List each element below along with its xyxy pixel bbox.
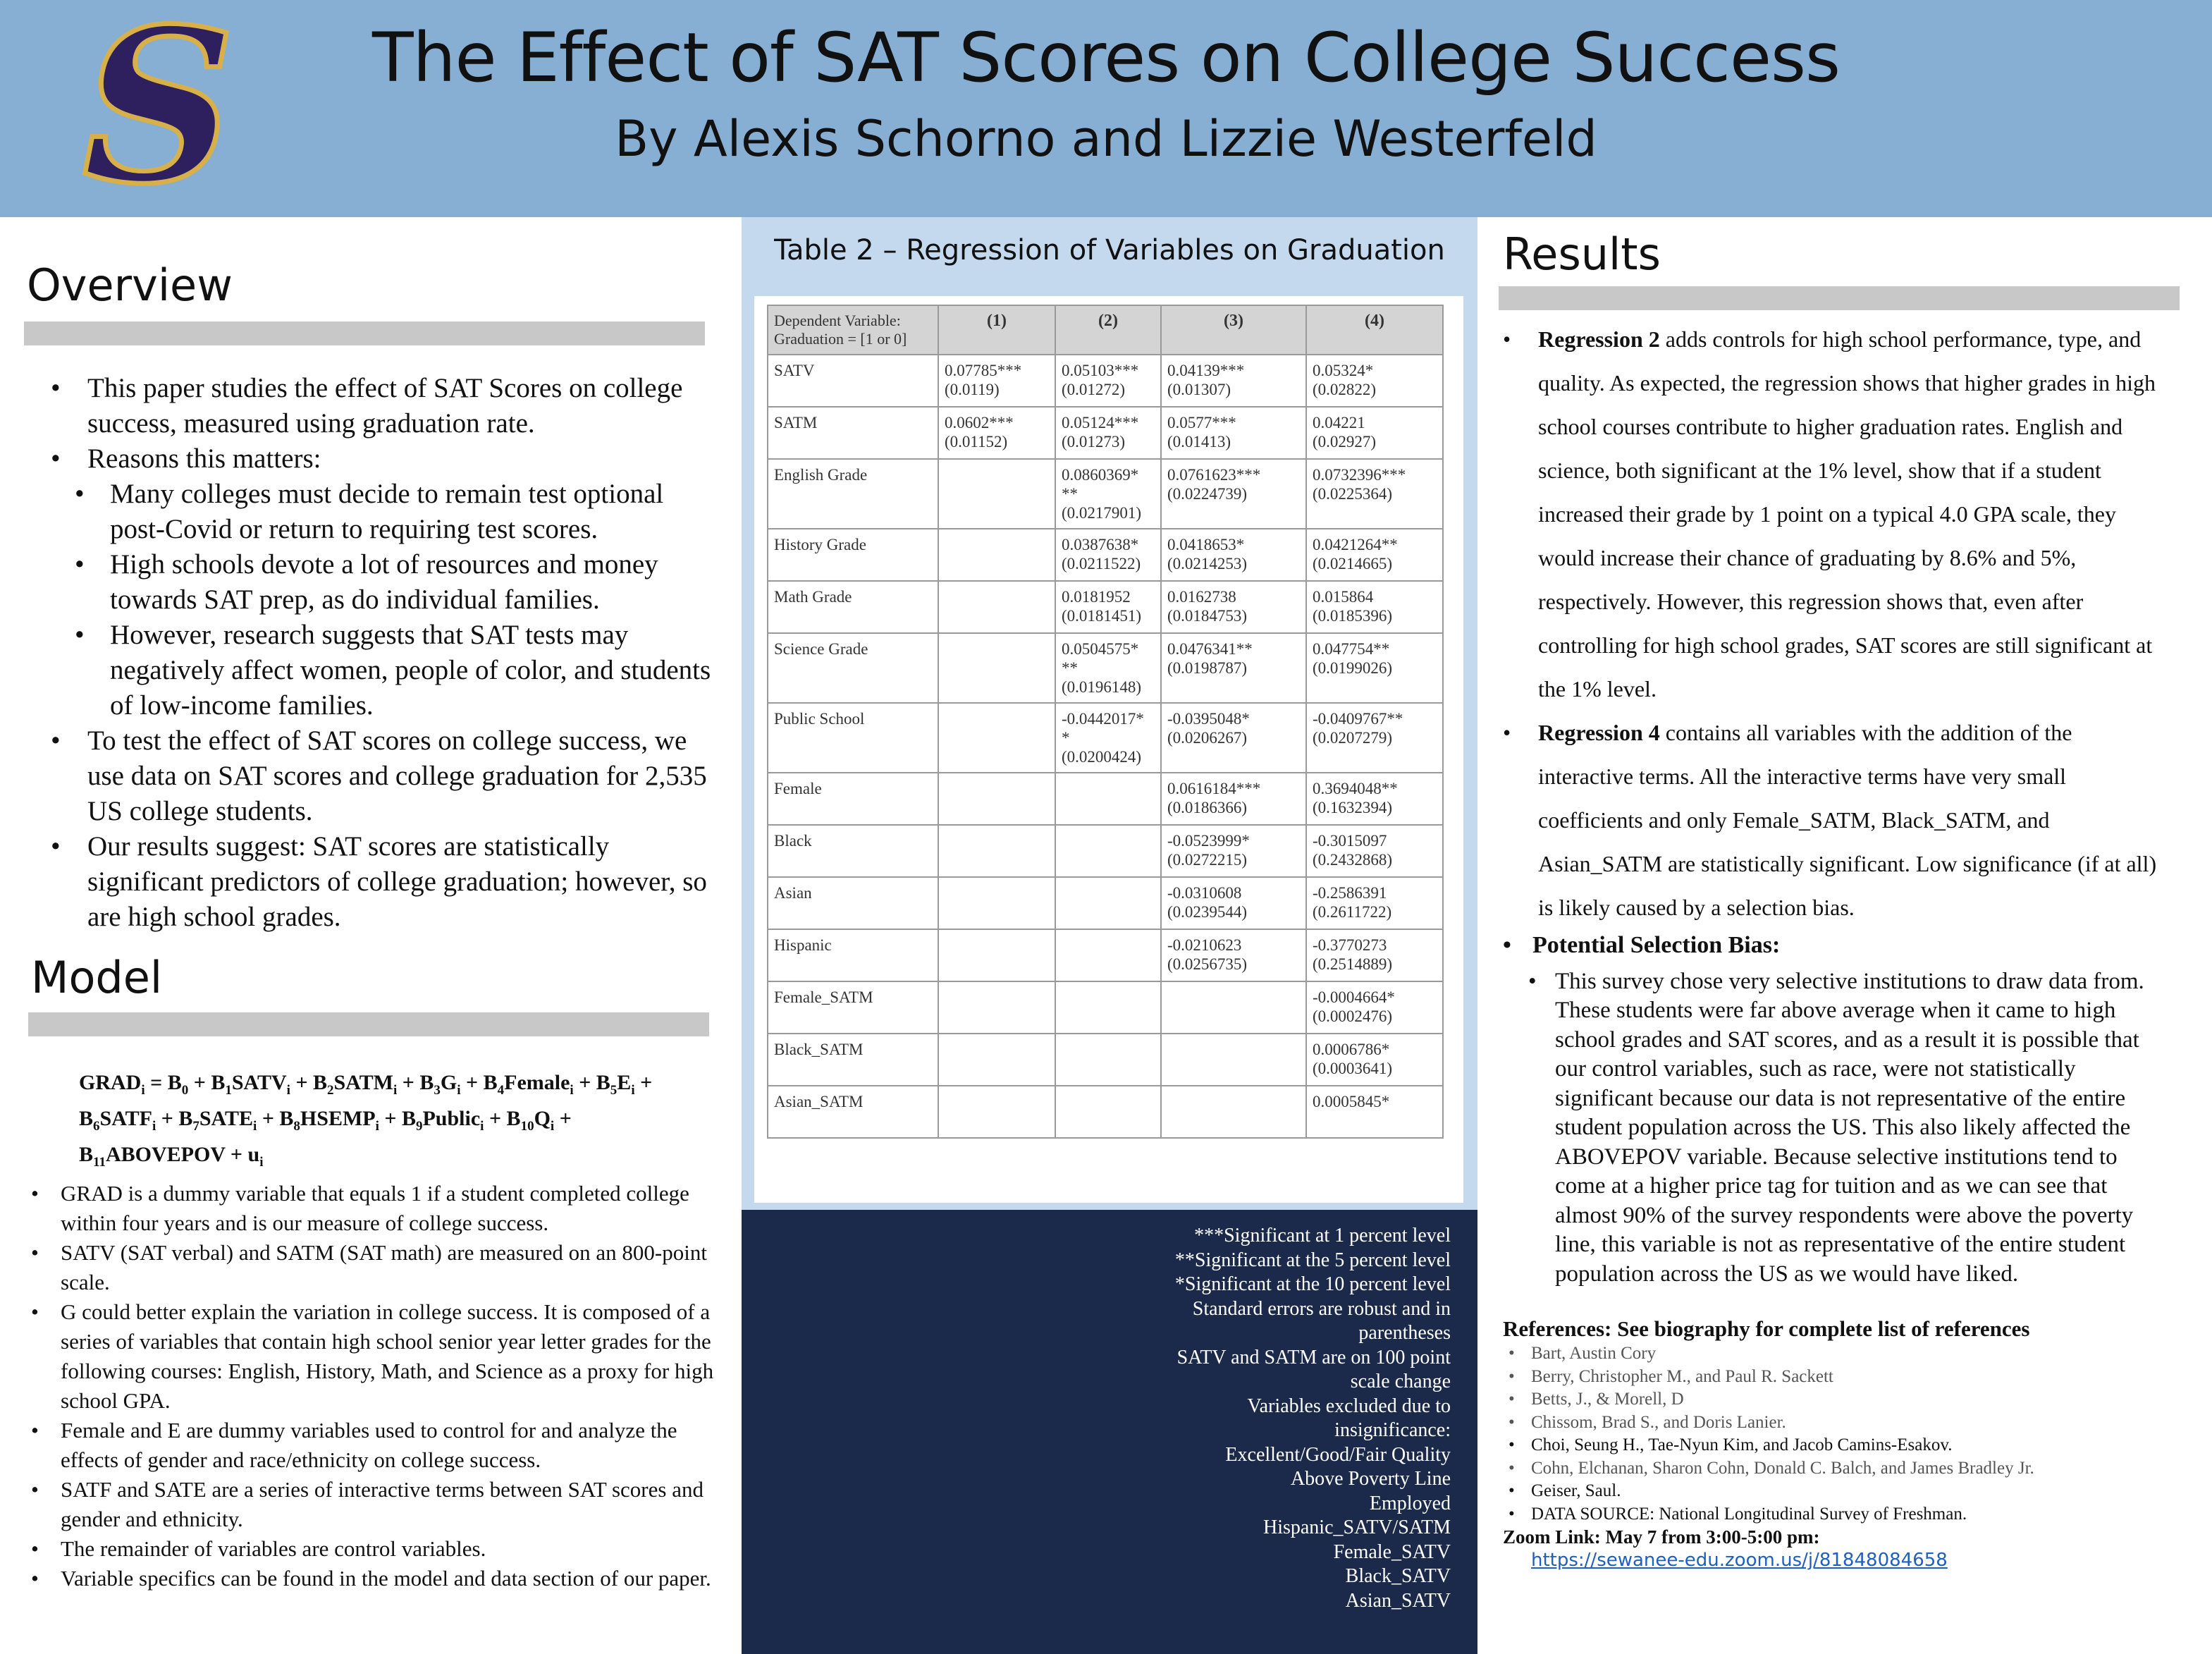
table-cell: 0.0162738 (0.0184753)	[1161, 581, 1306, 633]
regression-table-body	[768, 355, 1443, 1138]
table-cell	[938, 459, 1055, 529]
regression-equation: $GRAD_i = B_0$ + $B_1SATV_i$ + $B_2SATM_i + B_3G_i$ + $B_4Female_i + B_5E_i$ + $B_6SATF_i$ + $B_7SATE_i$ + $B_8HSEMP_i$ + $B_9Public_i + B_{10}Q_i$ + $B_{11}ABOVEPOV + u_i$	[79, 1071, 653, 1170]
table-cell	[938, 529, 1055, 581]
table-cell: -0.0004664* (0.0002476)	[1306, 981, 1443, 1034]
table-cell	[1055, 981, 1161, 1034]
table-cell: 0.0006786* (0.0003641)	[1306, 1034, 1443, 1086]
table-note-line: Variables excluded due to	[1247, 1395, 1451, 1417]
row-label: Asian_SATM	[768, 1086, 938, 1138]
selection-bias-heading: • Potential Selection Bias:	[1503, 932, 1781, 958]
table-cell: -0.0210623 (0.0256735)	[1161, 929, 1306, 981]
reference-item: • Betts, J., & Morell, D	[1503, 1388, 2194, 1411]
overview-divider	[24, 321, 705, 345]
table-cell: -0.3015097 (0.2432868)	[1306, 825, 1443, 877]
table-row	[768, 703, 1443, 773]
table-note-line: Asian_SATV	[1345, 1589, 1451, 1612]
table-note-line: Excellent/Good/Fair Quality	[1225, 1443, 1451, 1466]
table-title: Table 2 – Regression of Variables on Graduation	[774, 234, 1445, 267]
column-header: (2)	[1055, 305, 1161, 355]
results-heading: Results	[1503, 228, 1661, 280]
reference-item: • Bart, Austin Cory	[1503, 1342, 2194, 1366]
table-row	[768, 529, 1443, 581]
table-cell: 0.0504575* ** (0.0196148)	[1055, 633, 1161, 703]
model-bullet: • SATV (SAT verbal) and SATM (SAT math) are measured on an 800-point scale.	[31, 1238, 722, 1297]
table-row	[768, 1034, 1443, 1086]
column-header: (3)	[1161, 305, 1306, 355]
table-note-line: *Significant at the 10 percent level	[1174, 1273, 1451, 1295]
results-list	[1503, 317, 2158, 929]
reference-item: • Choi, Seung H., Tae-Nyun Kim, and Jacob Camins-Esakov.	[1503, 1434, 2194, 1457]
regression-table	[767, 305, 1444, 1139]
table-note-line: ***Significant at 1 percent level	[1194, 1225, 1451, 1246]
table-note-line: Female_SATV	[1333, 1540, 1451, 1563]
table-row	[768, 407, 1443, 459]
table-cell: 0.0476341** (0.0198787)	[1161, 633, 1306, 703]
table-row	[768, 929, 1443, 981]
reference-item: • Geiser, Saul.	[1503, 1480, 2194, 1503]
logo-letter: S	[82, 20, 235, 204]
table-cell	[1055, 929, 1161, 981]
model-bullet: • G could better explain the variation in college success. It is composed of a series of variables that contain high school senior year letter grades for the following courses: English, History, Math, and Science as a proxy for high school GPA.	[31, 1297, 722, 1416]
table-cell	[938, 825, 1055, 877]
overview-bullet: • To test the effect of SAT scores on college success, we use data on SAT scores and college graduation for 2,535 US college students.	[51, 723, 713, 829]
table-cell: 0.0616184*** (0.0186366)	[1161, 773, 1306, 825]
table-cell: 0.0577*** (0.01413)	[1161, 407, 1306, 459]
table-cell	[1161, 1034, 1306, 1086]
table-note-line: SATV and SATM are on 100 point	[1176, 1346, 1451, 1368]
dependent-variable-header: Dependent Variable: Graduation = [1 or 0]	[768, 305, 938, 355]
model-bullet: • GRAD is a dummy variable that equals 1 if a student completed college within four years and is our measure of college success.	[31, 1179, 722, 1238]
table-cell	[938, 633, 1055, 703]
overview-sub-bullet: • High schools devote a lot of resources and money towards SAT prep, as do individual families.	[51, 547, 713, 618]
table-row	[768, 773, 1443, 825]
table-cell: 0.0181952 (0.0181451)	[1055, 581, 1161, 633]
row-label: Hispanic	[768, 929, 938, 981]
table-cell: 0.0732396*** (0.0225364)	[1306, 459, 1443, 529]
table-cell: 0.05124*** (0.01273)	[1055, 407, 1161, 459]
row-label: Public School	[768, 703, 938, 773]
table-cell: 0.015864 (0.0185396)	[1306, 581, 1443, 633]
table-cell: 0.0387638* (0.0211522)	[1055, 529, 1161, 581]
selection-bias-heading-text: Potential Selection Bias:	[1532, 932, 1781, 958]
reference-item: • Cohn, Elchanan, Sharon Cohn, Donald C. Balch, and James Bradley Jr.	[1503, 1457, 2194, 1481]
overview-sub-bullet: • Many colleges must decide to remain test optional post-Covid or return to requiring test scores.	[51, 477, 713, 547]
references-heading: References: See biography for complete list of references	[1503, 1316, 2030, 1341]
table-note-line: Black_SATV	[1345, 1565, 1451, 1587]
row-label: Math Grade	[768, 581, 938, 633]
table-cell: 0.0761623*** (0.0224739)	[1161, 459, 1306, 529]
table-row	[768, 459, 1443, 529]
table-cell: 0.3694048** (0.1632394)	[1306, 773, 1443, 825]
poster-title: The Effect of SAT Scores on College Success	[371, 18, 1841, 97]
model-divider	[28, 1012, 709, 1036]
table-note-line: Hispanic_SATV/SATM	[1262, 1517, 1451, 1538]
row-label: History Grade	[768, 529, 938, 581]
table-note-line: insignificance:	[1334, 1419, 1451, 1441]
model-bullet: • Variable specifics can be found in the model and data section of our paper.	[31, 1564, 722, 1593]
table-cell: 0.0602*** (0.01152)	[938, 407, 1055, 459]
column-header: (1)	[938, 305, 1055, 355]
table-cell	[1055, 1086, 1161, 1138]
zoom-label: Zoom Link: May 7 from 3:00-5:00 pm:	[1503, 1526, 1820, 1548]
table-cell: 0.0421264** (0.0214665)	[1306, 529, 1443, 581]
table-note-line: Above Poverty Line	[1290, 1468, 1451, 1490]
table-cell: -0.3770273 (0.2514889)	[1306, 929, 1443, 981]
table-cell	[938, 1034, 1055, 1086]
row-label: Science Grade	[768, 633, 938, 703]
table-cell: 0.04139*** (0.01307)	[1161, 355, 1306, 407]
results-bullet-text: adds controls for high school performance, type, and quality. As expected, the regression shows that higher grades in high school courses contribute to higher graduation rates. English and science, both significant at the 1% level, show that if a student increased their grade by 1 point on a typical 4.0 GPA scale, they would increase their chance of graduating by 8.6% and 5%, respectively. However, this regression shows that, even after controlling for high school grades, SAT scores are still significant at the 1% level.	[1538, 326, 2156, 702]
row-label: SATM	[768, 407, 938, 459]
table-row	[768, 877, 1443, 929]
table-cell: 0.05324* (0.02822)	[1306, 355, 1443, 407]
results-bullet-bold: Regression 4	[1538, 720, 1660, 745]
references-list	[1503, 1342, 2194, 1526]
table-cell: 0.0860369* ** (0.0217901)	[1055, 459, 1161, 529]
table-cell	[938, 581, 1055, 633]
model-bullet: • SATF and SATE are a series of interactive terms between SAT scores and gender and ethnicity.	[31, 1475, 722, 1534]
table-row	[768, 355, 1443, 407]
table-cell: 0.04221 (0.02927)	[1306, 407, 1443, 459]
selection-bias-text: This survey chose very selective institutions to draw data from. These students were far above average when it came to high school grades and SAT scores, and as a result it is possible that our control variables, such as race, were not statistically significant because our data is not representative of the entire student population across the US. This also likely affected the ABOVEPOV variable. Because selective institutions tend to come at a higher price tag for tuition and as we can see that almost 90% of the survey respondents were above the poverty line, this variable is not as representative of the entire student population across the US as we would have liked.	[1555, 968, 2144, 1287]
table-note-line: scale change	[1350, 1371, 1451, 1392]
poster-authors: By Alexis Schorno and Lizzie Westerfeld	[615, 110, 1597, 168]
table-row	[768, 633, 1443, 703]
reference-item: • Berry, Christopher M., and Paul R. Sackett	[1503, 1366, 2194, 1389]
column-header: (4)	[1306, 305, 1443, 355]
table-note-line: **Significant at the 5 percent level	[1174, 1249, 1451, 1271]
table-row	[768, 825, 1443, 877]
row-label: SATV	[768, 355, 938, 407]
table-cell	[938, 877, 1055, 929]
model-heading: Model	[31, 952, 163, 1003]
row-label: Asian	[768, 877, 938, 929]
zoom-link[interactable]: https://sewanee-edu.zoom.us/j/81848084658	[1531, 1549, 1948, 1571]
table-cell: -0.0310608 (0.0239544)	[1161, 877, 1306, 929]
table-note-line: Employed	[1369, 1492, 1451, 1514]
table-cell: -0.0523999* (0.0272215)	[1161, 825, 1306, 877]
row-label: Female_SATM	[768, 981, 938, 1034]
reference-item: • Chissom, Brad S., and Doris Lanier.	[1503, 1411, 2194, 1435]
reference-item: • DATA SOURCE: National Longitudinal Survey of Freshman.	[1503, 1503, 2194, 1526]
table-row	[768, 1086, 1443, 1138]
table-cell	[938, 1086, 1055, 1138]
overview-list	[51, 371, 713, 935]
overview-sub-bullet: • However, research suggests that SAT tests may negatively affect women, people of color, and students of low-income families.	[51, 618, 713, 723]
table-cell: 0.0005845*	[1306, 1086, 1443, 1138]
results-divider	[1499, 286, 2180, 310]
table-cell: 0.0418653* (0.0214253)	[1161, 529, 1306, 581]
table-cell	[1055, 825, 1161, 877]
results-bullet	[1503, 711, 2158, 929]
table-cell	[1055, 877, 1161, 929]
table-cell	[1161, 1086, 1306, 1138]
table-cell	[1055, 773, 1161, 825]
selection-bias-section	[1503, 931, 2165, 1289]
model-bullet: • The remainder of variables are control variables.	[31, 1534, 722, 1564]
references-section	[1503, 1316, 2194, 1572]
model-list	[31, 1179, 722, 1593]
overview-bullet: • This paper studies the effect of SAT Scores on college success, measured using graduation rate.	[51, 371, 713, 441]
table-notes	[747, 1224, 1451, 1613]
table-row	[768, 581, 1443, 633]
table-note-line: Standard errors are robust and in	[1192, 1297, 1451, 1320]
results-bullet	[1503, 317, 2158, 711]
table-cell: 0.047754** (0.0199026)	[1306, 633, 1443, 703]
table-cell: -0.0442017* * (0.0200424)	[1055, 703, 1161, 773]
results-bullet-bold: Regression 2	[1538, 326, 1660, 352]
selection-bias-bullet: • This survey chose very selective institutions to draw data from. These students were far above average when it came to high school grades and SAT scores, and as a result it is possible that our control variables, such as race, were not statistically significant because our data is not representative of the entire student population across the US. This also likely affected the ABOVEPOV variable. Because selective institutions tend to come at a higher price tag for tuition and as we can see that almost 90% of the survey respondents were above the poverty line, this variable is not as representative of the entire student population across the US as we would have liked.	[1528, 968, 2144, 1287]
row-label: English Grade	[768, 459, 938, 529]
row-label: Black	[768, 825, 938, 877]
table-cell	[938, 773, 1055, 825]
table-cell: -0.0409767** (0.0207279)	[1306, 703, 1443, 773]
table-cell	[938, 929, 1055, 981]
results-bullet-text: contains all variables with the addition of the interactive terms. All the interactive terms have very small coefficients and only Female_SATM, Black_SATM, and Asian_SATM are statistically significant. Low significance (if at all) is likely caused by a selection bias.	[1538, 720, 2157, 920]
overview-heading: Overview	[27, 259, 233, 311]
table-row	[768, 981, 1443, 1034]
row-label: Black_SATM	[768, 1034, 938, 1086]
overview-bullet: • Reasons this matters:	[51, 441, 713, 477]
table-cell	[938, 703, 1055, 773]
table-cell	[1055, 1034, 1161, 1086]
model-bullet: • Female and E are dummy variables used to control for and analyze the effects of gender and race/ethnicity on college success.	[31, 1416, 722, 1475]
table-cell: -0.0395048* (0.0206267)	[1161, 703, 1306, 773]
table-cell	[938, 981, 1055, 1034]
table-cell: 0.07785*** (0.0119)	[938, 355, 1055, 407]
table-cell	[1161, 981, 1306, 1034]
table-cell: 0.05103*** (0.01272)	[1055, 355, 1161, 407]
table-cell: -0.2586391 (0.2611722)	[1306, 877, 1443, 929]
overview-bullet: • Our results suggest: SAT scores are statistically significant predictors of college graduation; however, so are high school grades.	[51, 829, 713, 935]
row-label: Female	[768, 773, 938, 825]
table-note-line: parentheses	[1358, 1322, 1451, 1344]
